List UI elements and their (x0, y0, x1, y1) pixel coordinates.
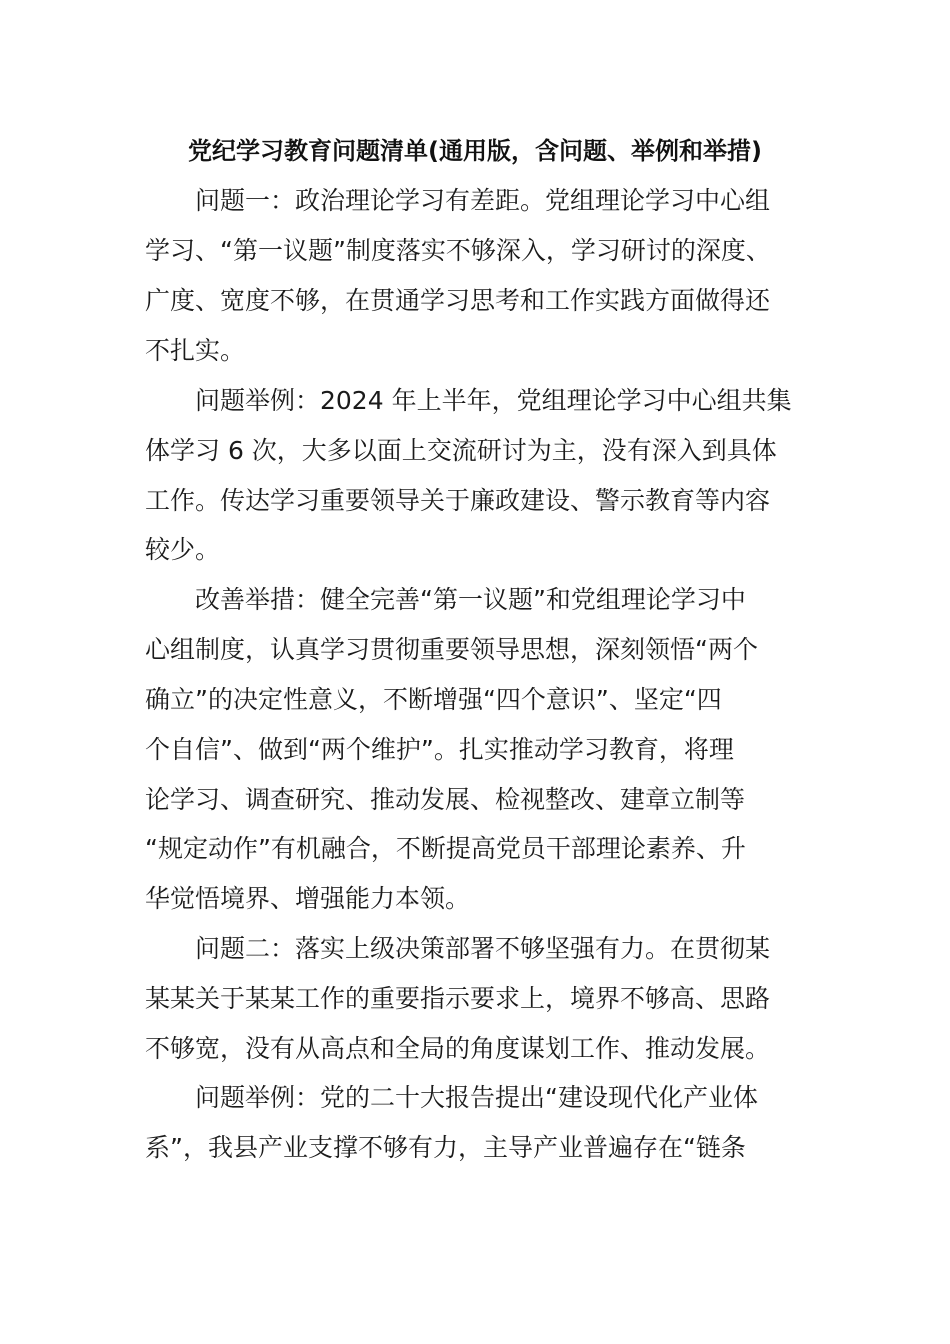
paragraph-line: 问题举例：党的二十大报告提出“建设现代化产业体 (195, 1083, 758, 1112)
paragraph-line: 不够宽，没有从高点和全局的角度谋划工作、推动发展。 (145, 1034, 771, 1063)
paragraph-line: 不扎实。 (145, 336, 246, 365)
paragraph-line: 心组制度，认真学习贯彻重要领导思想，深刻领悟“两个 (145, 635, 758, 664)
paragraph-line: 学习、“第一议题”制度落实不够深入，学习研讨的深度、 (145, 236, 771, 265)
paragraph-line: 体学习 6 次，大多以面上交流研讨为主，没有深入到具体 (145, 436, 777, 465)
paragraph-line: 论学习、调查研究、推动发展、检视整改、建章立制等 (145, 785, 746, 814)
paragraph-line: 系”，我县产业支撑不够有力，主导产业普遍存在“链条 (145, 1133, 746, 1162)
paragraph-line: 某某关于某某工作的重要指示要求上，境界不够高、思路 (145, 984, 771, 1013)
paragraph-line: 问题举例：2024 年上半年，党组理论学习中心组共集 (195, 386, 792, 415)
paragraph-line: 较少。 (145, 535, 221, 564)
paragraph-line: 工作。传达学习重要领导关于廉政建设、警示教育等内容 (145, 486, 771, 515)
paragraph-line: 问题一：政治理论学习有差距。党组理论学习中心组 (195, 186, 771, 215)
paragraph-line: 确立”的决定性意义，不断增强“四个意识”、坚定“四 (145, 685, 722, 714)
paragraph-line: 华觉悟境界、增强能力本领。 (145, 884, 471, 913)
paragraph-line: 广度、宽度不够，在贯通学习思考和工作实践方面做得还 (145, 286, 771, 315)
paragraph-line: 问题二：落实上级决策部署不够坚强有力。在贯彻某 (195, 934, 771, 963)
paragraph-line: 改善举措：健全完善“第一议题”和党组理论学习中 (195, 585, 746, 614)
paragraph-line: “规定动作”有机融合，不断提高党员干部理论素养、升 (145, 834, 746, 863)
paragraph-line: 个自信”、做到“两个维护”。扎实推动学习教育，将理 (145, 735, 734, 764)
document-title: 党纪学习教育问题清单(通用版，含问题、举例和举措) (188, 137, 762, 165)
